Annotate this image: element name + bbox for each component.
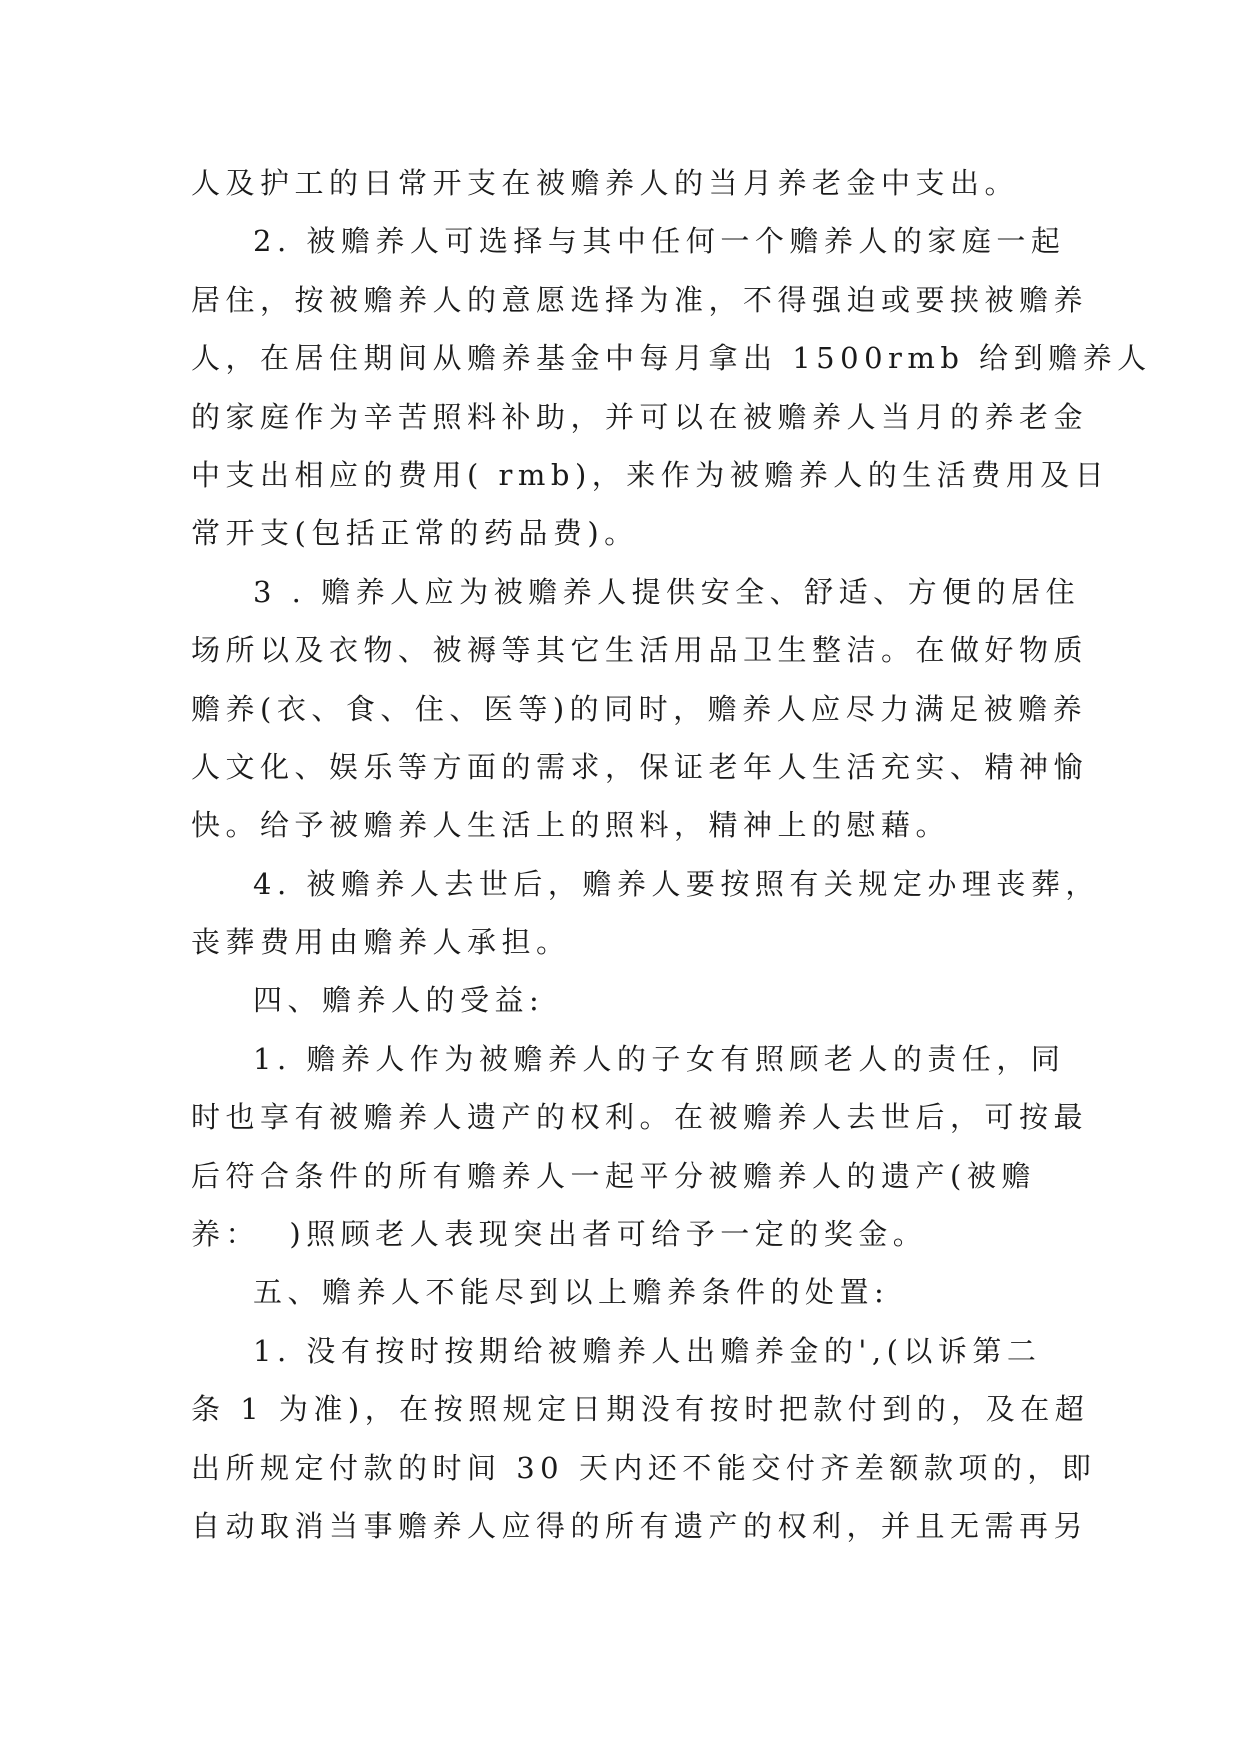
text-line: 养： )照顾老人表现突出者可给予一定的奖金。 bbox=[191, 1217, 928, 1252]
text-line: 快。给予被赡养人生活上的照料，精神上的慰藉。 bbox=[191, 808, 951, 843]
text-line: 2. 被赡养人可选择与其中任何一个赡养人的家庭一起 bbox=[253, 224, 1066, 259]
text-line: 后符合条件的所有赡养人一起平分被赡养人的遗产(被赡 bbox=[191, 1158, 1036, 1193]
text-line: 出所规定付款的时间 30 天内还不能交付齐差额款项的，即 bbox=[191, 1450, 1097, 1485]
text-line: 条 1 为准)，在按照规定日期没有按时把款付到的，及在超 bbox=[191, 1392, 1090, 1427]
text-line: 1. 没有按时按期给被赡养人出赡养金的',(以诉第二 bbox=[253, 1333, 1042, 1368]
text-line: 常开支(包括正常的药品费)。 bbox=[191, 516, 639, 551]
text-line: 居住，按被赡养人的意愿选择为准，不得强迫或要挟被赡养 bbox=[191, 282, 1089, 317]
text-line: 人文化、娱乐等方面的需求，保证老年人生活充实、精神愉 bbox=[191, 749, 1089, 784]
text-line: 人，在居住期间从赡养基金中每月拿出 1500rmb 给到赡养人 bbox=[191, 341, 1152, 376]
text-line: 人及护工的日常开支在被赡养人的当月养老金中支出。 bbox=[191, 166, 1020, 200]
text-line: 的家庭作为辛苦照料补助，并可以在被赡养人当月的养老金 bbox=[191, 399, 1089, 434]
text-line: 赡养(衣、食、住、医等)的同时，赡养人应尽力满足被赡养 bbox=[191, 691, 1088, 726]
text-line: 时也享有被赡养人遗产的权利。在被赡养人去世后，可按最 bbox=[191, 1100, 1089, 1135]
section-heading: 五、赡养人不能尽到以上赡养条件的处置: bbox=[253, 1275, 890, 1310]
text-line: 自动取消当事赡养人应得的所有遗产的权利，并且无需再另 bbox=[191, 1508, 1089, 1543]
text-line: 丧葬费用由赡养人承担。 bbox=[191, 925, 571, 960]
document-body bbox=[191, 154, 1152, 1555]
text-line: 中支出相应的费用( rmb)，来作为被赡养人的生活费用及日 bbox=[191, 457, 1110, 492]
text-line: 场所以及衣物、被褥等其它生活用品卫生整洁。在做好物质 bbox=[191, 633, 1089, 668]
section-heading: 四、赡养人的受益: bbox=[253, 983, 545, 1018]
text-line: 1. 赡养人作为被赡养人的子女有照顾老人的责任，同 bbox=[253, 1041, 1066, 1076]
text-line: 3 . 赡养人应为被赡养人提供安全、舒适、方便的居住 bbox=[253, 574, 1081, 609]
text-line: 4. 被赡养人去世后，赡养人要按照有关规定办理丧葬， bbox=[253, 866, 1100, 901]
